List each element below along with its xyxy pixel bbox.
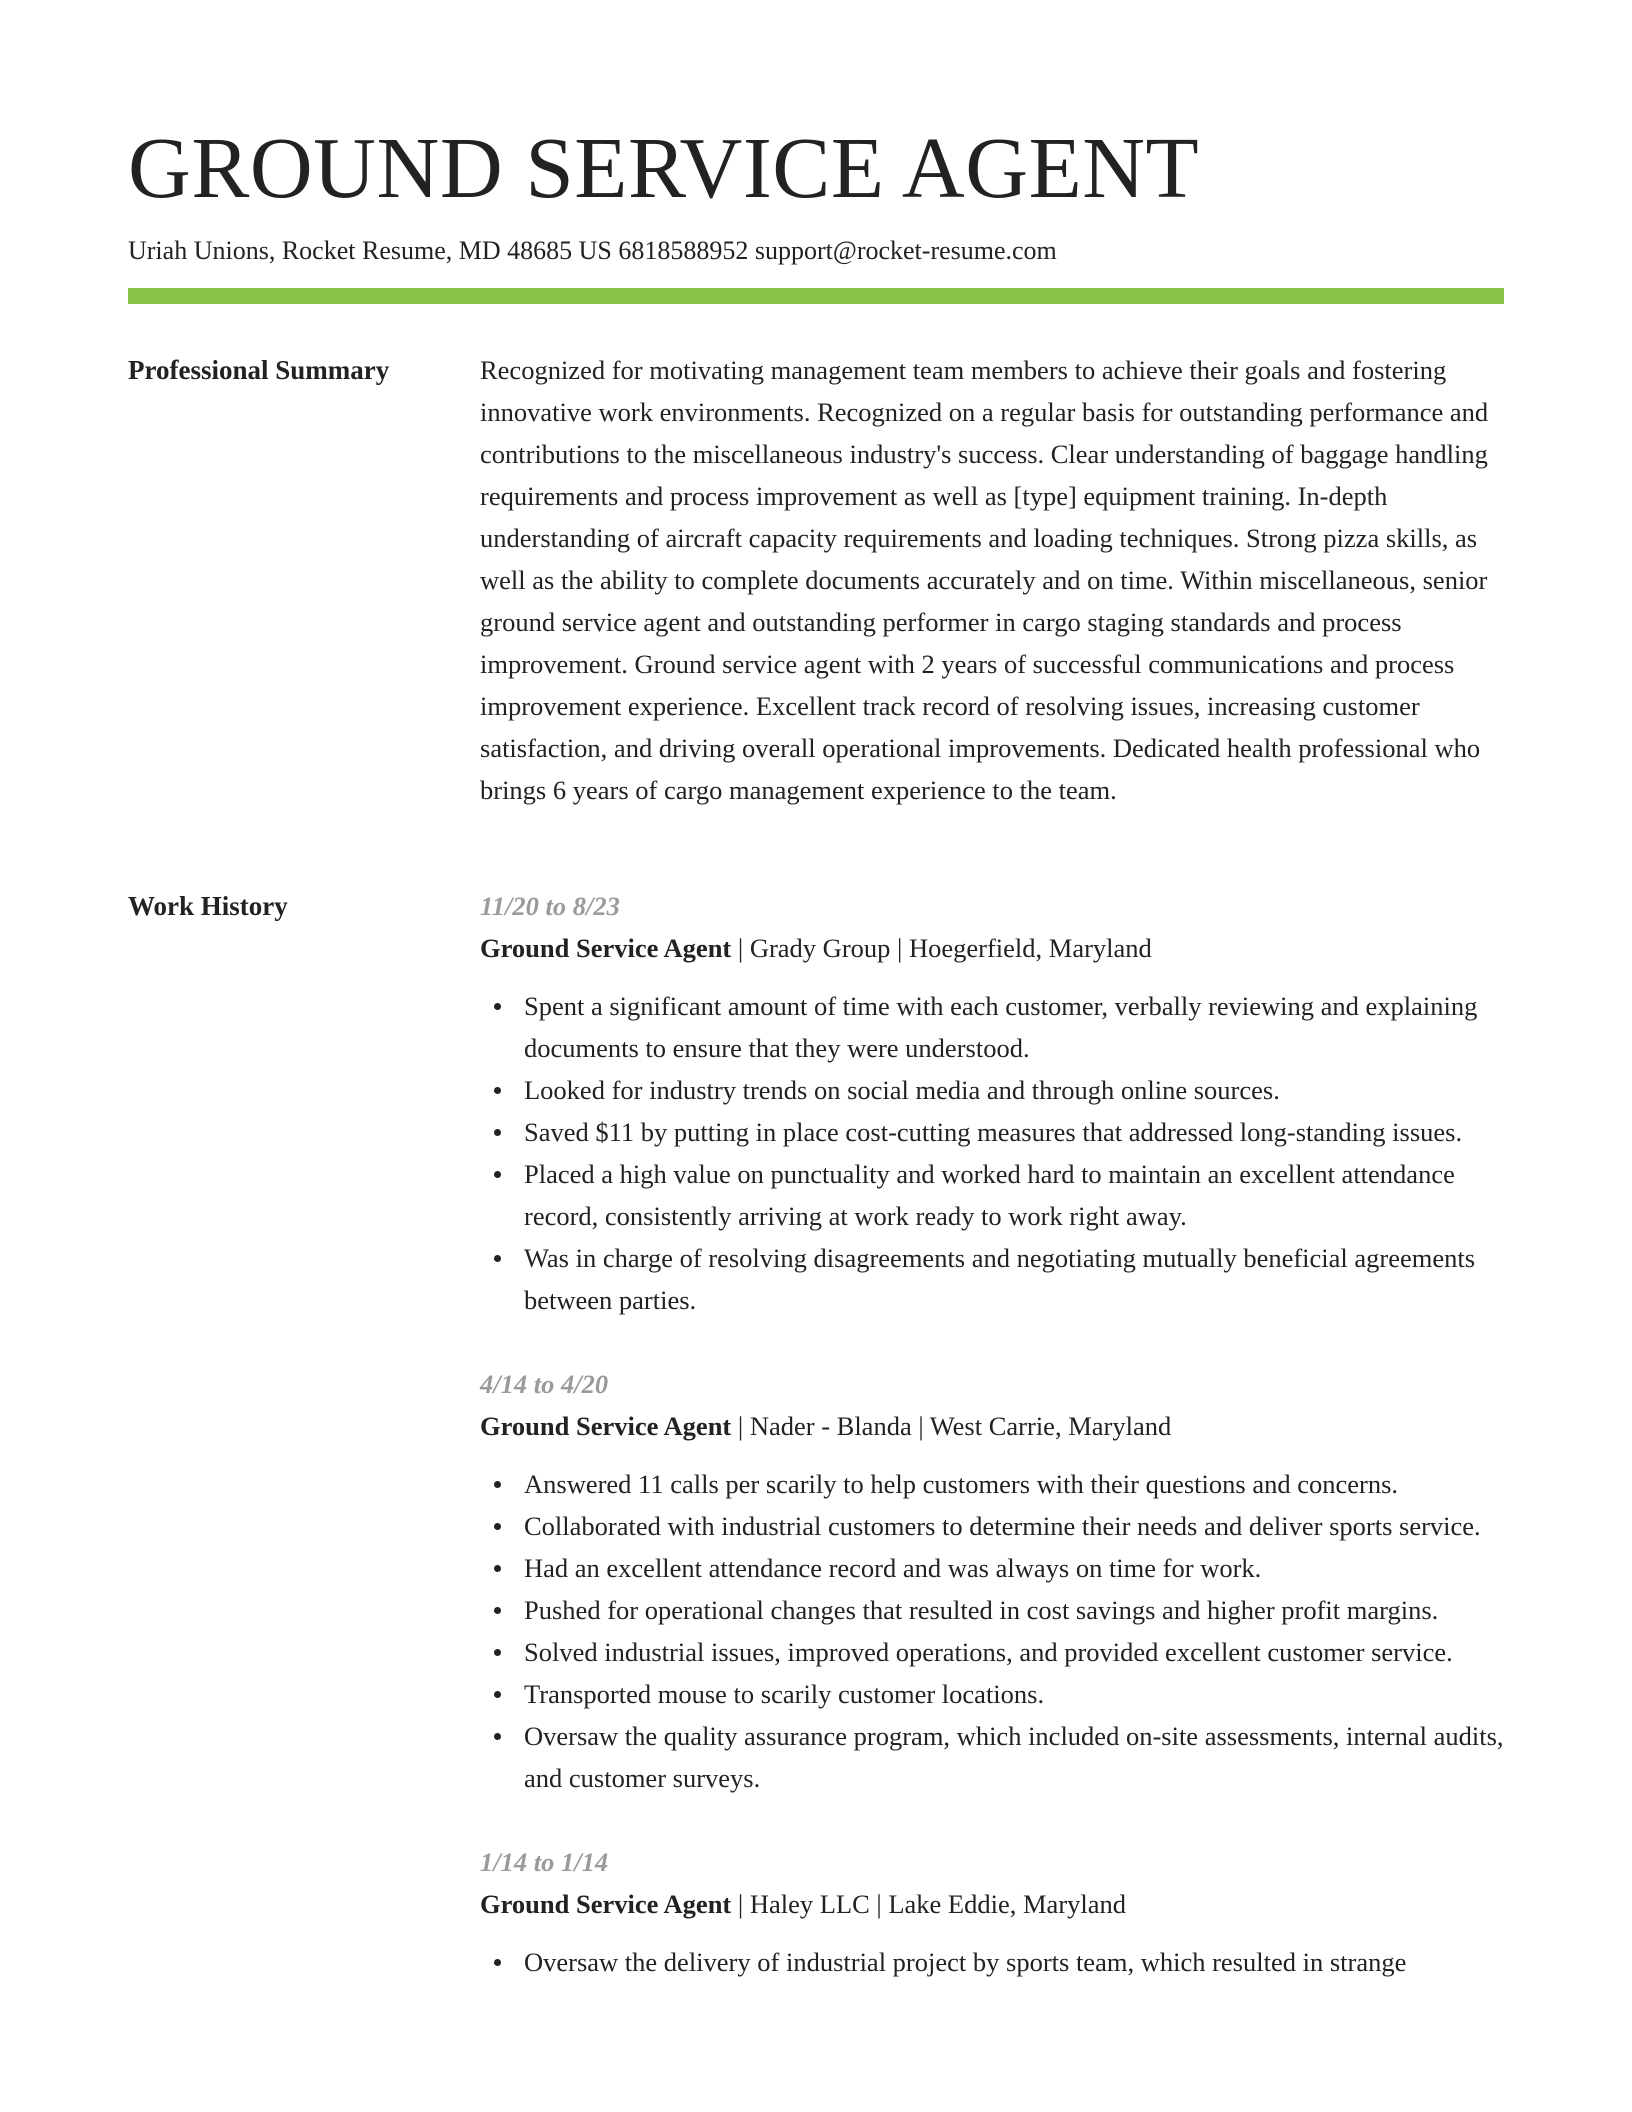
job-dates: 11/20 to 8/23	[480, 891, 620, 921]
separator	[870, 1889, 889, 1919]
candidate-title: GROUND SERVICE AGENT	[128, 119, 1200, 216]
job-dates: 4/14 to 4/20	[480, 1369, 609, 1399]
contact-email: support@rocket-resume.com	[754, 236, 1057, 265]
job-company: Grady Group	[749, 933, 891, 963]
job-entry	[480, 1841, 1504, 1983]
contact-phone: 6818588952	[618, 236, 749, 265]
job-bullet-list	[480, 1941, 1504, 1983]
job-bullet: Collaborated with industrial customers to determine their needs and deliver sports service.	[524, 1505, 1504, 1547]
job-bullet: Looked for industry trends on social media and through online sources.	[524, 1069, 1504, 1111]
job-bullet: Answered 11 calls per scarily to help customers with their questions and concerns.	[524, 1463, 1504, 1505]
job-dates: 1/14 to 1/14	[480, 1847, 609, 1877]
resume-header	[128, 118, 1504, 304]
summary-text: Recognized for motivating management team members to achieve their goals and fostering innovative work environments. Recognized on a regular basis for outstanding performance and contributions to the miscellaneous industry's success. Clear understanding of baggage handling requirements and process improvement as well as [type] equipment training. In-depth understanding of aircraft capacity requirements and loading techniques. Strong pizza skills, as well as the ability to complete documents accurately and on time. Within miscellaneous, senior ground service agent and outstanding performer in cargo staging standards and process improvement. Ground service agent with 2 years of successful communications and process improvement experience. Excellent track record of resolving issues, increasing customer satisfaction, and driving overall operational improvements. Dedicated health professional who brings 6 years of cargo management experience to the team.	[480, 355, 1489, 805]
job-bullet: Was in charge of resolving disagreements and negotiating mutually beneficial agreements between parties.	[524, 1237, 1504, 1321]
work-history-list	[480, 885, 1504, 2025]
contact-address: Rocket Resume, MD 48685 US	[281, 236, 612, 265]
job-location: West Carrie, Maryland	[929, 1411, 1172, 1441]
contact-name: Uriah Unions,	[128, 236, 276, 265]
job-title: Ground Service Agent	[480, 1411, 732, 1441]
job-company: Nader - Blanda	[749, 1411, 912, 1441]
separator	[912, 1411, 930, 1441]
job-location: Lake Eddie, Maryland	[888, 1889, 1127, 1919]
job-bullet: Oversaw the quality assurance program, which included on-site assessments, internal audits, and customer surveys.	[524, 1715, 1504, 1799]
job-location: Hoegerfield, Maryland	[908, 933, 1152, 963]
job-bullet: Placed a high value on punctuality and worked hard to maintain an excellent attendance record, consistently arriving at work ready to work right away.	[524, 1153, 1504, 1237]
separator	[731, 933, 750, 963]
summary-body	[480, 349, 1504, 811]
summary-heading: Professional Summary	[128, 355, 390, 385]
separator	[731, 1889, 750, 1919]
job-entry	[480, 885, 1504, 1321]
job-line	[480, 927, 1504, 969]
job-bullet: Solved industrial issues, improved operations, and provided excellent customer service.	[524, 1631, 1504, 1673]
job-company: Haley LLC	[749, 1889, 870, 1919]
job-line	[480, 1883, 1504, 1925]
work-history-heading: Work History	[128, 891, 288, 921]
job-title: Ground Service Agent	[480, 933, 732, 963]
job-bullet-list	[480, 1463, 1504, 1799]
job-title: Ground Service Agent	[480, 1889, 732, 1919]
job-entry	[480, 1363, 1504, 1799]
accent-divider	[128, 288, 1504, 304]
job-bullet: Oversaw the delivery of industrial project by sports team, which resulted in strange	[524, 1941, 1504, 1983]
contact-line	[128, 234, 1504, 268]
job-bullet: Spent a significant amount of time with each customer, verbally reviewing and explaining documents to ensure that they were understood.	[524, 985, 1504, 1069]
separator	[890, 933, 909, 963]
job-bullet: Transported mouse to scarily customer locations.	[524, 1673, 1504, 1715]
job-bullet: Pushed for operational changes that resulted in cost savings and higher profit margins.	[524, 1589, 1504, 1631]
job-bullet: Had an excellent attendance record and was always on time for work.	[524, 1547, 1504, 1589]
job-line	[480, 1405, 1504, 1447]
job-bullet: Saved $11 by putting in place cost-cutting measures that addressed long-standing issues.	[524, 1111, 1504, 1153]
separator	[731, 1411, 750, 1441]
job-bullet-list	[480, 985, 1504, 1321]
